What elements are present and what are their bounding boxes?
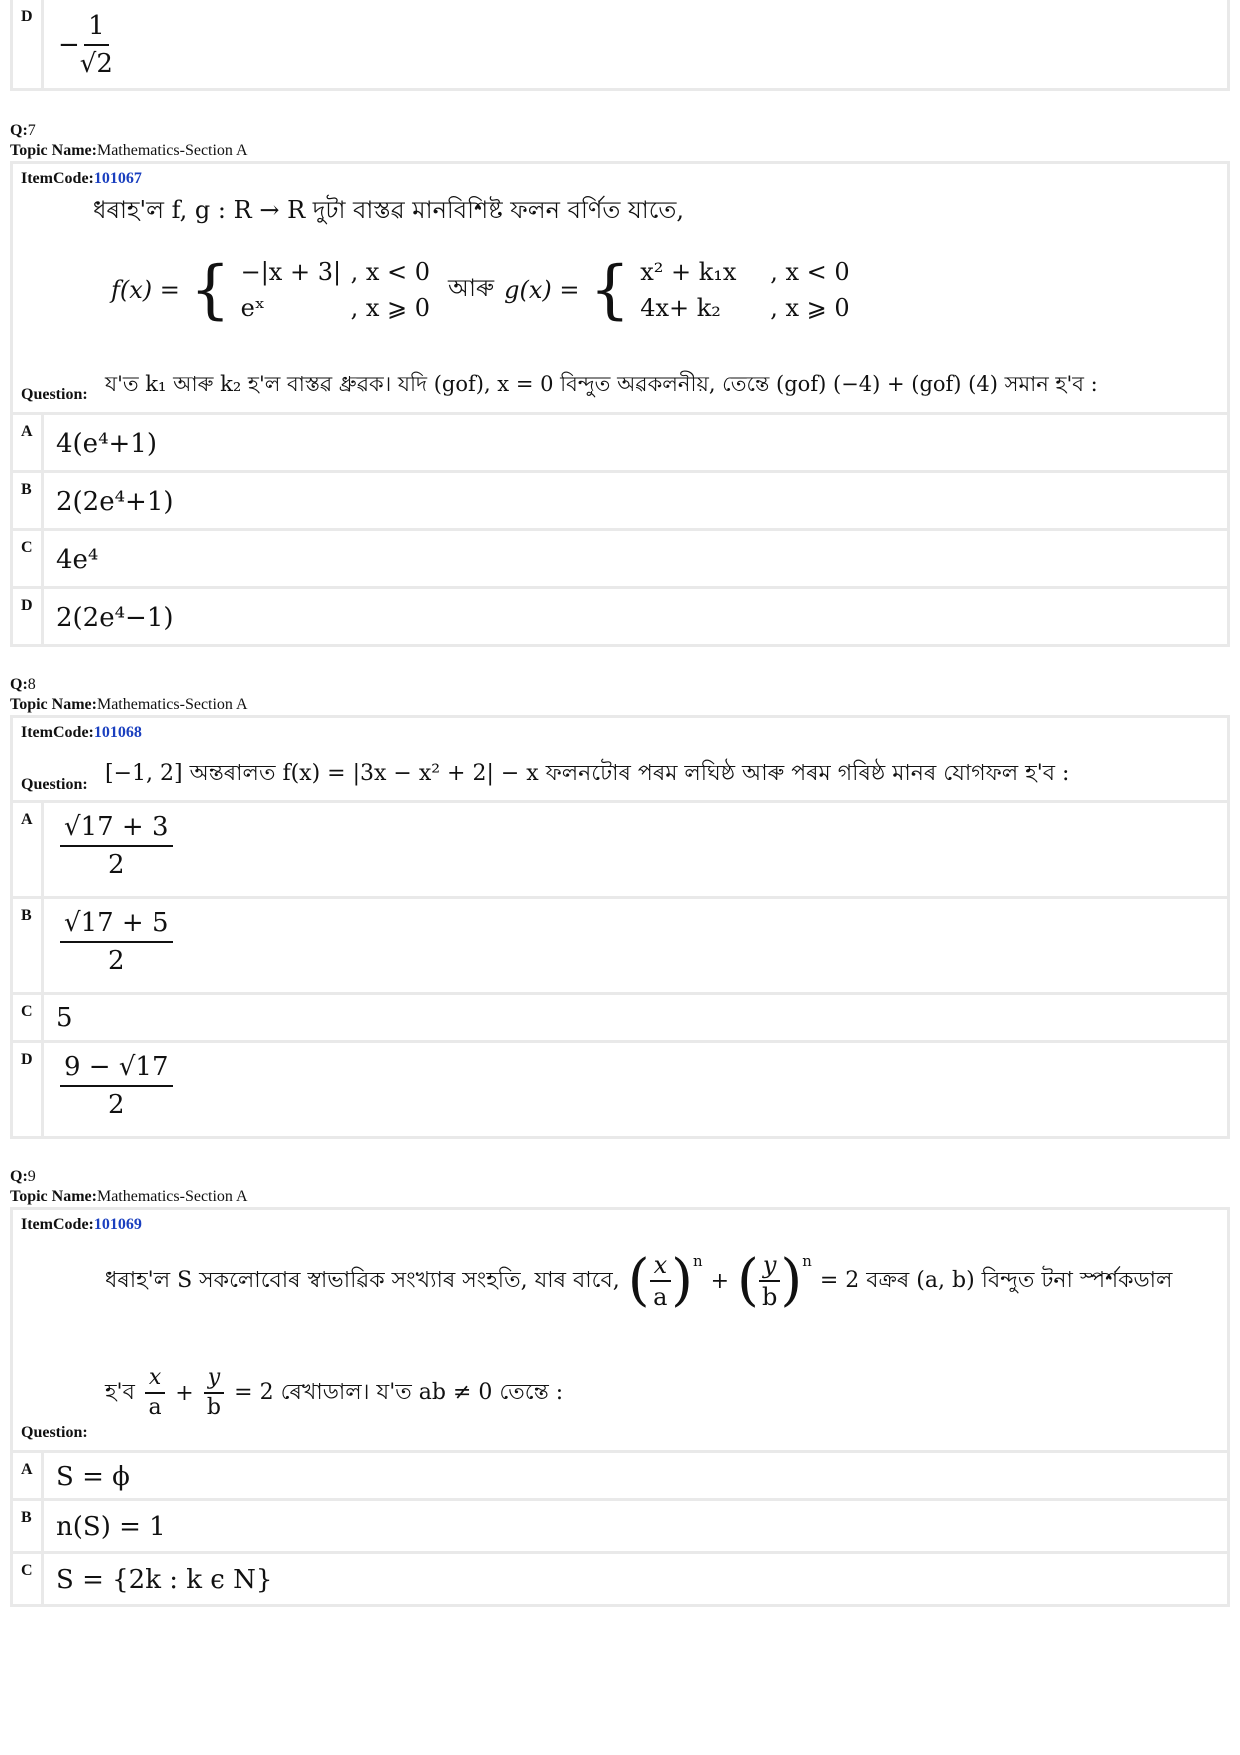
item-code <box>13 164 1227 188</box>
term-paren-x-a <box>628 1250 703 1312</box>
fraction-numerator: √17 + 3 <box>60 809 173 847</box>
fraction <box>145 1364 165 1422</box>
question-stem <box>13 718 1227 800</box>
option-a[interactable]: 4(e⁴+1) <box>44 415 1227 470</box>
option-letter: D <box>13 589 41 644</box>
fraction-numerator: y <box>204 1364 224 1394</box>
option-value[interactable] <box>44 0 1227 88</box>
question-text-line <box>105 1364 563 1422</box>
question-text: [−1, 2] অন্তৰালত f(x) = |3x − x² + 2| − x ফলনটোৰ পৰম লঘিষ্ঠ আৰু পৰম গৰিষ্ঠ মানৰ যোগফল হ'ব : <box>105 761 1070 786</box>
question-number-label: Q: <box>10 676 28 693</box>
option-letter: B <box>13 899 41 992</box>
item-code <box>13 1210 1227 1234</box>
question-block <box>10 715 1230 1139</box>
option-letter: A <box>13 1453 41 1498</box>
fraction-numerator: x <box>145 1364 165 1394</box>
item-code-label: ItemCode: <box>21 1216 94 1233</box>
question-text: য'ত k₁ আৰু k₂ হ'ল বাস্তৱ ধ্ৰুৱক। যদি (gof), x = 0 বিন্দুত অৱকলনীয়, তেন্তে (gof) (−4) + (gof) (4) সমান হ'ব : <box>105 372 1098 396</box>
g-case1-expr: x² + k₁x <box>640 258 737 286</box>
question-number-label: Q: <box>10 1168 28 1185</box>
piecewise-definitions <box>13 254 1227 326</box>
option-a[interactable]: S = ϕ <box>44 1453 1227 1498</box>
question-block <box>10 1207 1230 1607</box>
option-letter: D <box>13 1043 41 1136</box>
plus-sign: + <box>175 1380 194 1406</box>
fraction <box>60 1049 173 1123</box>
fraction-denominator: 2 <box>107 1090 125 1120</box>
text-segment: = 2 ৰেখাডাল। য'ত ab ≠ 0 তেন্তে : <box>234 1379 564 1405</box>
option-letter: D <box>13 0 41 88</box>
fraction <box>759 1250 781 1312</box>
g-case2-expr: 4x+ k₂ <box>640 294 721 322</box>
plus-sign: + <box>710 1268 729 1294</box>
topic-label: Topic Name: <box>10 142 97 159</box>
option-c[interactable]: 4e⁴ <box>44 531 1227 586</box>
g-case1-cond: , x < 0 <box>770 258 850 286</box>
f-cases <box>241 254 430 326</box>
page <box>10 0 1230 1607</box>
question-number-label: Q: <box>10 122 28 139</box>
option-d[interactable]: 2(2e⁴−1) <box>44 589 1227 644</box>
topic-name: Mathematics-Section A <box>96 696 248 713</box>
fraction-denominator: a <box>148 1395 162 1420</box>
text-segment: = 2 বক্ৰৰ (a, b) বিন্দুত টনা স্পৰ্শকডাল <box>819 1267 1173 1293</box>
fraction-denominator: a <box>653 1283 668 1311</box>
fraction-denominator: 2 <box>107 946 125 976</box>
option-d[interactable] <box>44 1043 1227 1136</box>
f-case2-cond: , x ⩾ 0 <box>350 294 431 322</box>
topic-label: Topic Name: <box>10 1188 97 1205</box>
fraction-denominator: 2 <box>107 850 125 880</box>
text-segment: হ'ব <box>105 1379 135 1405</box>
f-case1-expr: −|x + 3| <box>240 258 342 286</box>
question-block <box>10 161 1230 647</box>
fraction-denominator: √2 <box>79 49 113 79</box>
left-paren: ( <box>627 1248 650 1313</box>
exponent: n <box>692 1252 703 1270</box>
fraction-denominator: b <box>761 1283 778 1311</box>
question-stem <box>13 164 1227 412</box>
question-header <box>10 1167 1230 1207</box>
f-case2-expr: eˣ <box>240 294 265 322</box>
question-header <box>10 675 1230 715</box>
question-label: Question: <box>21 386 88 403</box>
item-code-label: ItemCode: <box>21 724 94 741</box>
item-code-value: 101068 <box>93 724 142 741</box>
fraction-numerator: √17 + 5 <box>60 905 173 943</box>
fraction-numerator: 1 <box>84 8 109 46</box>
g-cases <box>640 254 849 326</box>
option-letter: A <box>13 415 41 470</box>
option-letter: B <box>13 473 41 528</box>
question-label: Question: <box>21 1424 88 1441</box>
option-letter: C <box>13 531 41 586</box>
conjunction: আৰু <box>448 274 495 302</box>
question-label: Question: <box>21 776 88 793</box>
left-brace: { <box>189 253 231 327</box>
question-header <box>10 121 1230 161</box>
question-number: 8 <box>27 676 36 693</box>
fraction-numerator: 9 − √17 <box>60 1049 173 1087</box>
question-text-line <box>105 1250 1172 1312</box>
exponent: n <box>802 1252 812 1270</box>
topic-label: Topic Name: <box>10 696 97 713</box>
fraction-numerator: y <box>759 1250 781 1282</box>
topic-name: Mathematics-Section A <box>96 142 248 159</box>
item-code-value: 101067 <box>93 170 142 187</box>
g-lhs: g(x) = <box>504 276 580 304</box>
left-paren: ( <box>737 1248 759 1313</box>
item-code-value: 101069 <box>93 1216 142 1233</box>
option-c[interactable]: S = {2k : k ϵ N} <box>44 1554 1227 1604</box>
option-letter: C <box>13 1554 41 1604</box>
left-brace: { <box>589 253 631 327</box>
option-letter: C <box>13 995 41 1040</box>
question-text-line: ধৰাহ'ল f, g : R → R দুটা বাস্তৱ মানবিশিষ্ট ফলন বৰ্ণিত যাতে, <box>93 196 685 224</box>
option-a[interactable] <box>44 803 1227 896</box>
term-paren-y-b <box>737 1250 812 1312</box>
minus-sign: − <box>58 30 80 60</box>
fraction <box>80 8 113 82</box>
fraction <box>60 905 173 979</box>
item-code <box>13 718 1227 742</box>
option-b[interactable]: 2(2e⁴+1) <box>44 473 1227 528</box>
text-segment: ধৰাহ'ল S সকলোবোৰ স্বাভাৱিক সংখ্যাৰ সংহতি, যাৰ বাবে, <box>105 1267 620 1293</box>
question-number: 9 <box>27 1168 36 1185</box>
option-b[interactable] <box>44 899 1227 992</box>
question-stem <box>13 1210 1227 1450</box>
question-number: 7 <box>27 122 36 139</box>
f-case1-cond: , x < 0 <box>350 258 431 286</box>
topic-name: Mathematics-Section A <box>96 1188 248 1205</box>
fraction-numerator: x <box>650 1250 672 1282</box>
fraction <box>650 1250 672 1312</box>
option-letter: A <box>13 803 41 896</box>
prev-question-option-block <box>10 0 1230 91</box>
option-letter: B <box>13 1501 41 1551</box>
fraction-denominator: b <box>206 1395 221 1420</box>
option-c[interactable]: 5 <box>44 995 1227 1040</box>
f-lhs: f(x) = <box>111 276 180 304</box>
option-b[interactable]: n(S) = 1 <box>44 1501 1227 1551</box>
fraction <box>60 809 173 883</box>
item-code-label: ItemCode: <box>21 170 94 187</box>
fraction <box>204 1364 224 1422</box>
right-paren: ) <box>780 1248 803 1313</box>
g-case2-cond: , x ⩾ 0 <box>770 294 850 322</box>
right-paren: ) <box>671 1248 693 1313</box>
